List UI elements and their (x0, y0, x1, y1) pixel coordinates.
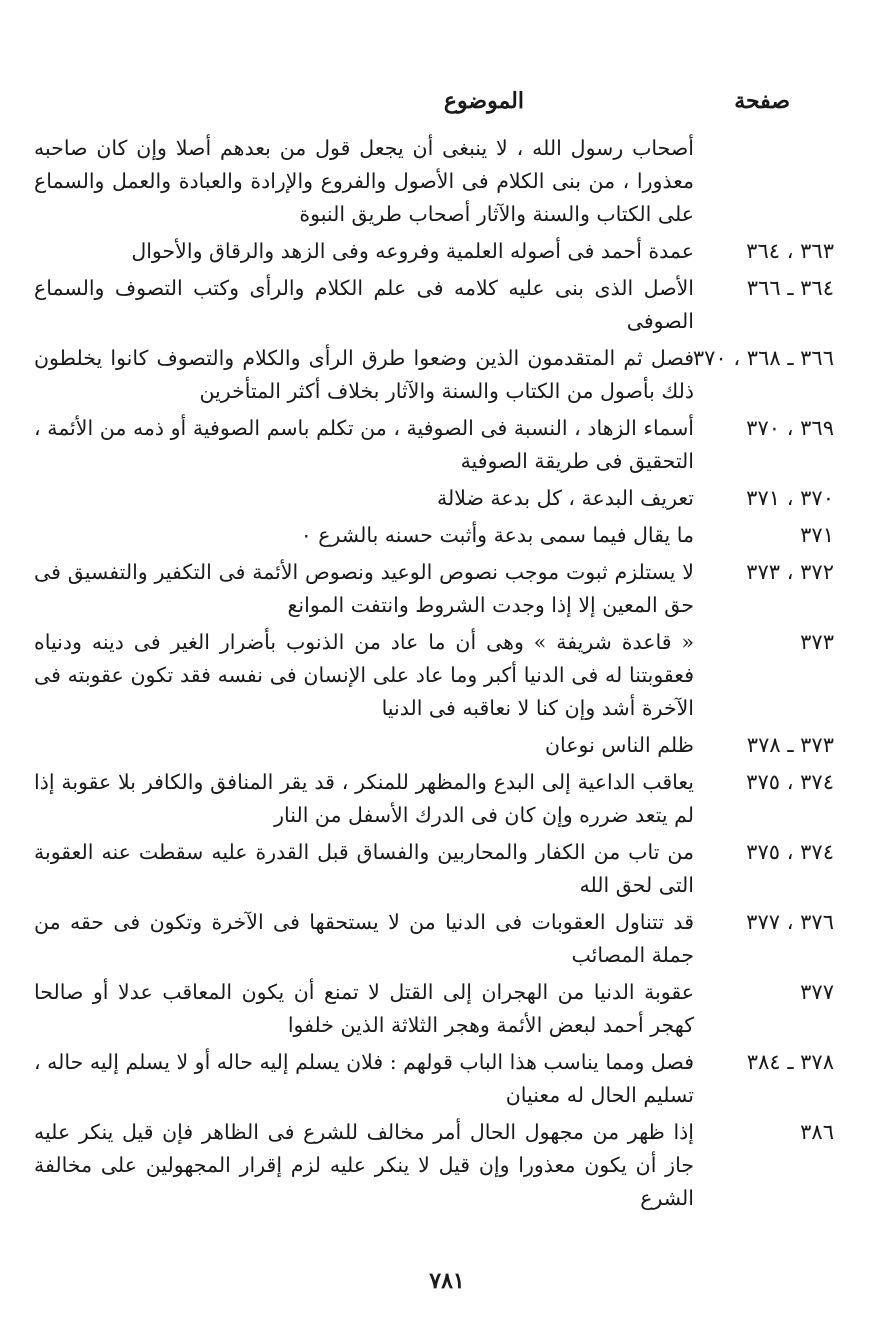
entry-topic: فصل ومما يناسب هذا الباب قولهم : فلان يسلم إليه حاله أو لا يسلم إليه حاله ، تسليم الحال له معنيان (34, 1050, 694, 1107)
index-entry (34, 836, 834, 902)
index-entry (34, 626, 834, 725)
index-entry (34, 235, 834, 268)
entry-pages: ٣٧٣ ـ ٣٧٨ (746, 733, 834, 757)
entry-topic: أسماء الزهاد ، النسبة فى الصوفية ، من تكلم باسم الصوفية أو ذمه من الأئمة ، التحقيق فى طريقة الصوفية (34, 416, 694, 473)
index-entry (34, 729, 834, 762)
index-entry (34, 766, 834, 832)
index-entry (34, 412, 834, 478)
entry-topic: يعاقب الداعية إلى البدع والمظهر للمنكر ، قد يقر المنافق والكافر بلا عقوبة إذا لم يتعد ضرره وإن كان فى الدرك الأسفل من النار (34, 770, 694, 827)
index-entry (34, 556, 834, 622)
entry-topic: من تاب من الكفار والمحاربين والفساق قبل القدرة عليه سقطت عنه العقوبة التى لحق الله (34, 840, 694, 897)
entry-topic: تعريف البدعة ، كل بدعة ضلالة (437, 486, 694, 510)
entry-pages: ٣٦٤ ـ ٣٦٦ (746, 276, 834, 300)
entry-topic: الأصل الذى بنى عليه كلامه فى علم الكلام والرأى وكتب التصوف والسماع الصوفى (34, 276, 694, 333)
index-entry (34, 342, 834, 408)
entry-topic: عقوبة الدنيا من الهجران إلى القتل لا تمنع أن يكون المعاقب عدلا أو صالحا كهجر أحمد لبعض الأئمة وهجر الثلاثة الذين خلفوا (34, 980, 694, 1037)
index-entry (34, 1046, 834, 1112)
entry-pages: ٣٧٤ ، ٣٧٥ (746, 840, 834, 864)
entry-topic: إذا ظهر من مجهول الحال أمر مخالف للشرع فى الظاهر فإن قيل ينكر عليه جاز أن يكون معذورا وإن قيل لا ينكر عليه لزم إقرار المجهولين على مخالفة الشرع (34, 1120, 694, 1210)
entry-pages: ٣٦٩ ، ٣٧٠ (746, 416, 834, 440)
topic-column-heading: الموضوع (443, 88, 524, 114)
entry-topic: فصل ثم المتقدمون الذين وضعوا طرق الرأى والكلام والتصوف كانوا يخلطون ذلك بأصول من الكتاب والسنة والآثار بخلاف أكثر المتأخرين (34, 346, 694, 403)
entry-topic: أصحاب رسول الله ، لا ينبغى أن يجعل قول من بعدهم أصلا وإن كان صاحبه معذورا ، من بنى الكلام فى الأصول والفروع والإرادة والعبادة والعمل والسماع على الكتاب والسنة والآثار أصحاب طريق النبوة (34, 136, 694, 226)
entry-pages: ٣٦٦ ـ ٣٦٨ ، ٣٧٠ (692, 346, 834, 370)
entry-pages: ٣٧٢ ، ٣٧٣ (746, 560, 834, 584)
column-header (0, 88, 894, 128)
entry-topic: « قاعدة شريفة » وهى أن ما عاد من الذنوب بأضرار الغير فى دينه ودنياه فعقوبتنا له فى الدنيا أكبر وما عاد على الإنسان فى نفسه فقد تكون عقوبته فى الآخرة أشد وإن كنا لا نعاقبه فى الدنيا (34, 630, 694, 720)
entry-topic: ما يقال فيما سمى بدعة وأثبت حسنه بالشرع ٠ (300, 523, 694, 547)
entry-topic: لا يستلزم ثبوت موجب نصوص الوعيد ونصوص الأئمة فى التكفير والتفسيق فى حق المعين إلا إذا وجدت الشروط وانتفت الموانع (34, 560, 694, 617)
entry-pages: ٣٧٨ ـ ٣٨٤ (746, 1050, 834, 1074)
index-entry (34, 519, 834, 552)
entry-pages: ٣٧٠ ، ٣٧١ (746, 486, 834, 510)
index-entry (34, 976, 834, 1042)
index-entry (34, 1116, 834, 1215)
page-column-heading: صفحة (734, 88, 790, 114)
entry-pages: ٣٧٧ (800, 980, 834, 1004)
page-number: ٧٨١ (429, 1268, 465, 1294)
index-entry (34, 272, 834, 338)
entry-pages: ٣٧٣ (800, 630, 834, 654)
index-entry (34, 906, 834, 972)
index-entry (34, 482, 834, 515)
entry-topic: ظلم الناس نوعان (544, 733, 694, 757)
entry-pages: ٣٧١ (800, 523, 834, 547)
entry-topic: عمدة أحمد فى أصوله العلمية وفروعه وفى الزهد والرقاق والأحوال (131, 239, 694, 263)
entry-pages: ٣٦٣ ، ٣٦٤ (746, 239, 834, 263)
entry-pages: ٣٨٦ (800, 1120, 834, 1144)
entry-topic: قد تتناول العقوبات فى الدنيا من لا يستحقها فى الآخرة وتكون فى حقه من جملة المصائب (34, 910, 694, 967)
entry-pages: ٣٧٤ ، ٣٧٥ (746, 770, 834, 794)
index-entries (34, 132, 834, 1219)
entry-pages: ٣٧٦ ، ٣٧٧ (746, 910, 834, 934)
index-entry (34, 132, 834, 231)
